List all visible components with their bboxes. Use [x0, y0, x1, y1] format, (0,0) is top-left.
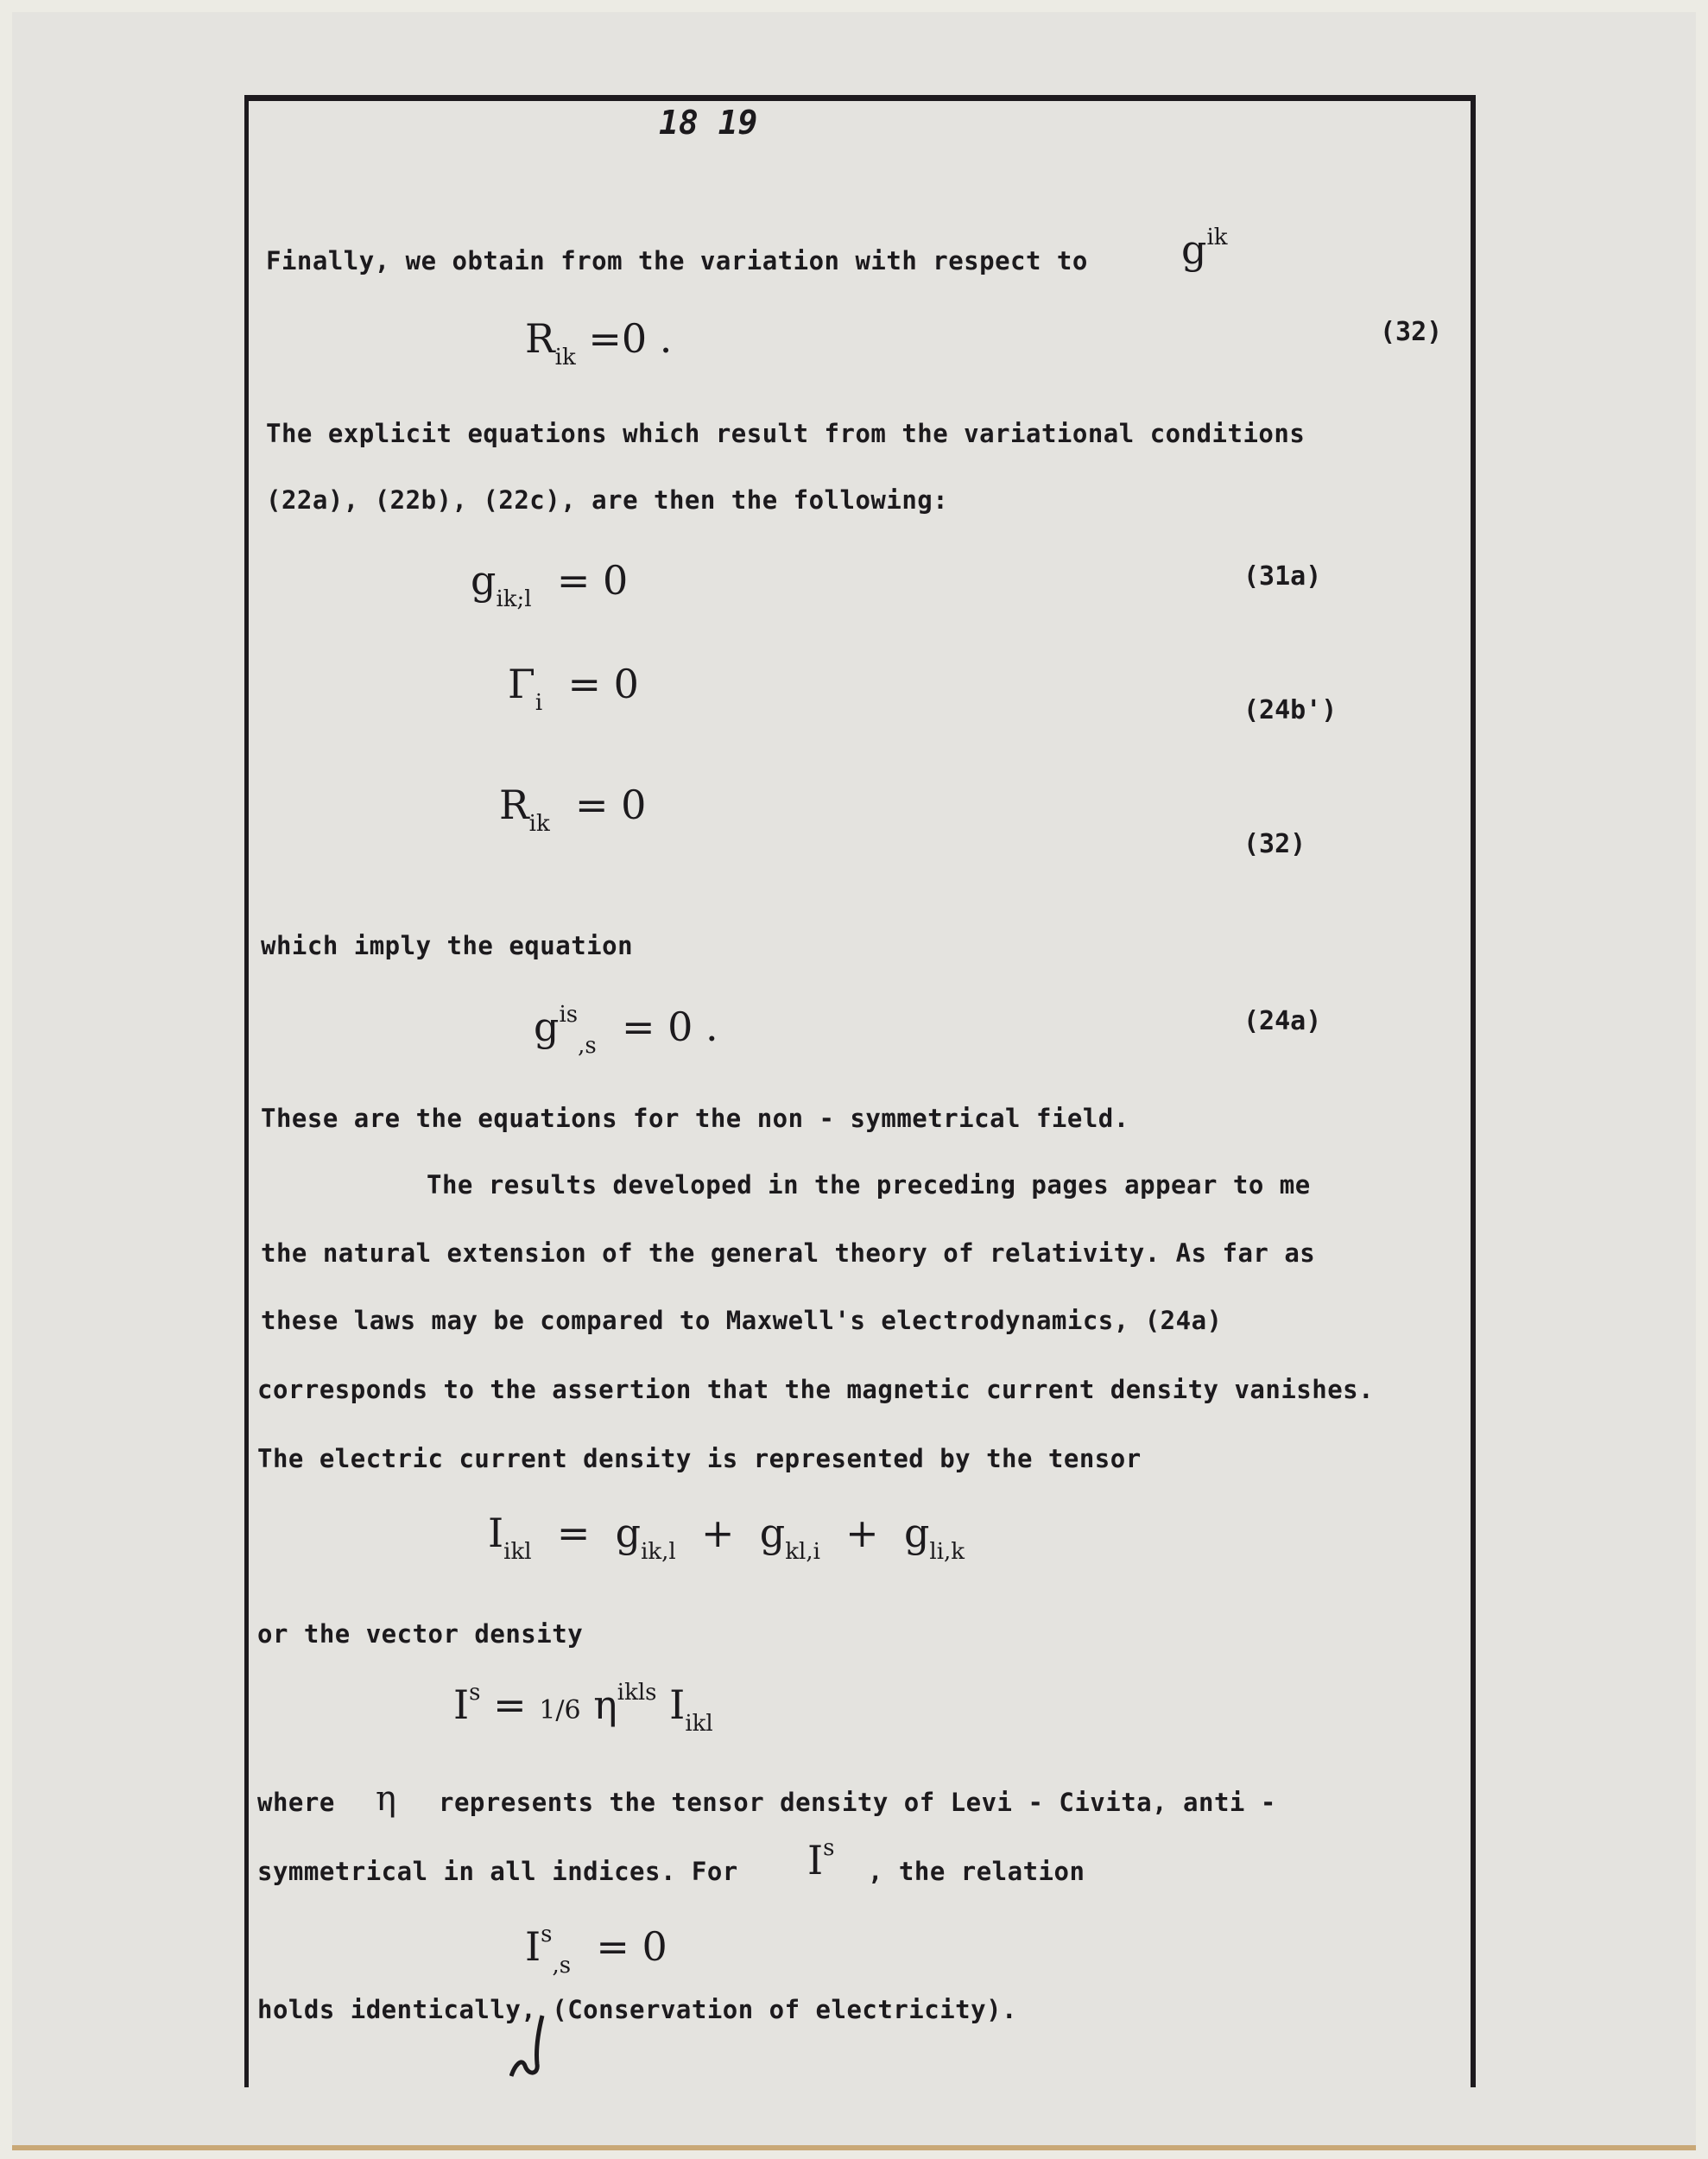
math-rhs: = 0 .: [621, 1004, 718, 1050]
text-line-where: represents the tensor density of Levi - Civita, anti -: [439, 1788, 1276, 1817]
text-where: where: [257, 1788, 335, 1817]
math-base: I: [525, 1923, 541, 1970]
math-g-ik: [1181, 225, 1228, 273]
math-base: g: [471, 557, 497, 604]
handwritten-insertion-mark: [509, 2012, 561, 2081]
math-term2-deriv: ,i: [806, 1539, 820, 1565]
text-line-results-4: corresponds to the assertion that the magnetic current density vanishes.: [257, 1375, 1375, 1404]
math-base: I: [807, 1837, 824, 1884]
equation-24b-prime: [508, 661, 639, 716]
text-line-explicit-2: (22a), (22b), (22c), are then the following:: [266, 485, 949, 515]
equation-32-second: [499, 782, 646, 837]
equation-tag-24a: (24a): [1243, 1006, 1322, 1036]
equation-conservation: [525, 1922, 667, 1979]
math-plus: +: [700, 1510, 735, 1556]
math-eta-inline: η: [376, 1779, 396, 1819]
text-line-results-2: the natural extension of the general theory of relativity. As far as: [261, 1238, 1316, 1268]
math-rhs-sub: ikl: [685, 1711, 713, 1737]
math-sub: ik: [528, 811, 550, 837]
equation-tag-32-second: (32): [1243, 829, 1306, 859]
math-term1-sub: ik: [641, 1539, 662, 1565]
math-base: R: [499, 782, 529, 828]
math-sub: ,s: [552, 1953, 572, 1979]
math-lhs-sup: s: [469, 1680, 481, 1706]
math-sub: ik: [496, 586, 517, 612]
text-line-symmetrical: symmetrical in all indices. For: [257, 1857, 738, 1886]
math-eq: =: [493, 1681, 527, 1728]
math-lhs: I: [453, 1681, 470, 1728]
math-term3-sub: li: [929, 1539, 945, 1565]
math-rhs: I: [669, 1681, 686, 1728]
text-line-results-1: The results developed in the preceding pages appear to me: [427, 1170, 1311, 1200]
equation-vector-I: [453, 1680, 713, 1737]
math-base: R: [525, 315, 555, 362]
math-term2-sub: kl: [785, 1539, 807, 1565]
math-sub: i: [535, 690, 543, 716]
math-rhs: = 0: [567, 661, 639, 707]
math-eta-sup: ikls: [617, 1680, 657, 1706]
math-sup: ik: [1206, 225, 1228, 250]
math-fraction: 1/6: [539, 1695, 581, 1725]
math-mid: ;: [516, 586, 525, 612]
equation-24a: [534, 1002, 718, 1059]
math-base: Γ: [508, 661, 535, 707]
math-sub2: l: [524, 586, 532, 612]
math-term3-deriv: ,k: [944, 1539, 965, 1565]
math-plus: +: [845, 1510, 879, 1556]
equation-31a: [471, 557, 628, 612]
math-sup: s: [541, 1922, 553, 1947]
math-sub: ,s: [578, 1033, 597, 1059]
math-sup: s: [823, 1835, 835, 1861]
math-sub: ik: [554, 345, 576, 370]
math-rhs: = 0: [556, 557, 629, 604]
equation-32-first: [525, 315, 672, 370]
equation-tag-24b-prime: (24b'): [1243, 695, 1338, 725]
math-term2: g: [759, 1510, 786, 1556]
math-eq: =: [556, 1510, 591, 1556]
text-line-these: These are the equations for the non - symmetrical field.: [261, 1104, 1129, 1133]
math-lhs-sub: ikl: [503, 1539, 532, 1565]
math-rhs: = 0: [574, 782, 647, 828]
text-line-holds: holds identically, (Conservation of electricity).: [257, 1995, 1018, 2024]
text-line-results-3: these laws may be compared to Maxwell's electrodynamics, (24a): [261, 1306, 1223, 1335]
math-term1-deriv: ,l: [661, 1539, 676, 1565]
math-rhs: =0 .: [588, 315, 673, 362]
math-rhs: = 0: [596, 1923, 667, 1970]
text-line-imply: which imply the equation: [261, 931, 634, 960]
text-line-finally: Finally, we obtain from the variation with respect to: [266, 246, 1088, 275]
math-base: g: [1181, 226, 1207, 273]
text-line-explicit-1: The explicit equations which result from the variational conditions: [266, 419, 1306, 448]
text-line-relation: , the relation: [868, 1857, 1085, 1886]
math-term3: g: [903, 1510, 930, 1556]
text-line-results-5: The electric current density is represented by the tensor: [257, 1444, 1142, 1473]
equation-tag-31a: (31a): [1243, 561, 1322, 592]
math-lhs: I: [488, 1510, 504, 1556]
math-base: g: [534, 1004, 560, 1050]
math-Is-inline: [807, 1835, 835, 1884]
math-eta: η: [593, 1681, 617, 1728]
equation-tensor-I: [488, 1510, 965, 1565]
math-sup: is: [559, 1002, 579, 1028]
text-line-vector: or the vector density: [257, 1619, 584, 1649]
equation-tag-32-first: (32): [1380, 317, 1443, 347]
math-term1: g: [615, 1510, 642, 1556]
page-number: 18 19: [659, 104, 758, 142]
